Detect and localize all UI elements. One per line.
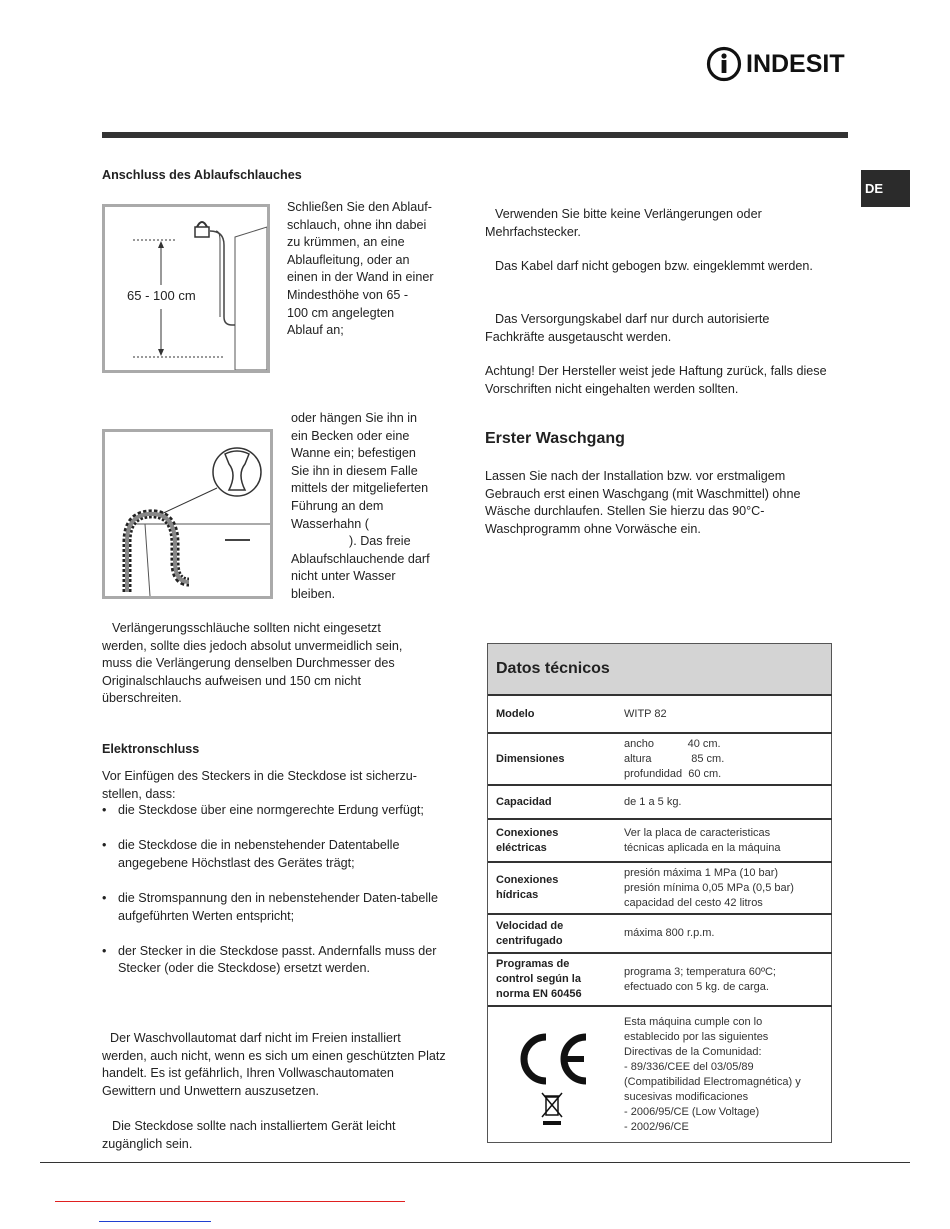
text-line: Führung an dem bbox=[291, 498, 384, 513]
spec-key bbox=[488, 862, 616, 914]
table-row bbox=[488, 819, 832, 862]
spec-key-line: Conexiones bbox=[496, 826, 559, 839]
list-item: • die Steckdose über eine normgerechte Erdung verfügt; bbox=[102, 802, 447, 820]
brand-logo bbox=[706, 44, 845, 84]
spec-key-line: eléctricas bbox=[496, 841, 547, 854]
table-row bbox=[488, 914, 832, 953]
tech-data-title: Datos técnicos bbox=[488, 644, 831, 694]
para-cable-bend: Das Kabel darf nicht gebogen bzw. eingeklemmt werden. bbox=[495, 259, 813, 273]
spec-value-line: establecido por las siguientes bbox=[624, 1030, 769, 1043]
spec-value-line: programa 3; temperatura 60ºC; bbox=[624, 965, 776, 978]
text-line: ). Das freie bbox=[349, 534, 411, 549]
section-title-electrical: Elektronschluss bbox=[102, 742, 200, 756]
list-item: • die Stromspannung den in nebenstehender Daten-tabelle aufgeführten Werten entspricht; bbox=[102, 890, 447, 925]
spec-value bbox=[616, 953, 832, 1006]
brand-name: INDESIT bbox=[746, 49, 845, 78]
text-line: Ablaufschlauchende darf bbox=[291, 551, 430, 566]
spec-value-line: presión máxima 1 MPa (10 bar) bbox=[624, 866, 779, 879]
text-line: einen in der Wand in einer bbox=[287, 270, 434, 285]
text-line: Wasserhahn ( bbox=[291, 516, 369, 531]
header-rule bbox=[102, 132, 848, 138]
table-row bbox=[488, 695, 832, 733]
section-title-drain-hose: Anschluss des Ablaufschlauches bbox=[102, 168, 302, 182]
ce-marks-cell bbox=[488, 1006, 616, 1142]
ce-directives bbox=[616, 1006, 832, 1142]
spec-value: de 1 a 5 kg. bbox=[616, 785, 832, 819]
ce-mark-icon bbox=[512, 1017, 592, 1127]
spec-key-line: Velocidad de bbox=[496, 919, 564, 932]
spec-value-line: Esta máquina cumple con lo bbox=[624, 1015, 763, 1028]
red-underline bbox=[55, 1201, 405, 1202]
spec-value bbox=[616, 733, 832, 785]
spec-value-line: Ver la placa de caracteristicas bbox=[624, 826, 771, 839]
text-line: Ablauf an; bbox=[287, 323, 344, 338]
spec-key bbox=[488, 819, 616, 862]
weee-bin-icon bbox=[542, 1093, 562, 1125]
para-first-wash: Lassen Sie nach der Installation bzw. vor erstmaligem Gebrauch erst einen Waschgang (mit Waschmittel) ohne Wäsche durchlaufen. Stellen Sie hierzu das 90°C-Waschprogramm ohne Vorwäsche ein. bbox=[485, 469, 801, 536]
text-line: zu krümmen, an eine bbox=[287, 235, 405, 250]
footer-rule bbox=[40, 1162, 910, 1163]
para-cable-replace: Das Versorgungskabel darf nur durch autorisierte Fachkräfte ausgetauscht werden. bbox=[485, 312, 770, 344]
height-label: 65 - 100 cm bbox=[127, 288, 196, 303]
spec-value bbox=[616, 819, 832, 862]
blue-underline bbox=[99, 1221, 211, 1222]
para-extension-hoses: Verlängerungsschläuche sollten nicht eingesetzt werden, sollte dies jedoch absolut unvermeidlich sein, muss die Verlängerung denselben Durchmesser des Originalschlauchs aufweisen und 150 cm nicht überschreiten. bbox=[102, 621, 403, 706]
text-line: nicht unter Wasser bbox=[291, 569, 396, 584]
text-line: ein Becken oder eine bbox=[291, 428, 410, 443]
spec-value-line: Directivas de la Comunidad: bbox=[624, 1045, 762, 1058]
spec-key: Dimensiones bbox=[488, 733, 616, 785]
indesit-logo-icon bbox=[706, 46, 742, 82]
text-line: Ablaufleitung, oder an bbox=[287, 252, 410, 267]
table-row bbox=[488, 733, 832, 785]
para-outdoor-warning: Der Waschvollautomat darf nicht im Freien installiert werden, auch nicht, wenn es sich um einen geschützten Platz handelt. Es ist gefährlich, Ihren Vollwaschautomaten Gewittern und Unwettern auszusetzen. bbox=[102, 1031, 446, 1098]
spec-key-line: Programas de bbox=[496, 958, 570, 970]
spec-value-line: - 89/336/CEE del 03/05/89 bbox=[624, 1060, 754, 1073]
spec-value: WITP 82 bbox=[616, 695, 832, 733]
spec-value bbox=[616, 862, 832, 914]
spec-value-line: presión mínima 0,05 MPa (0,5 bar) bbox=[624, 881, 794, 894]
drain-height-figure bbox=[102, 204, 270, 373]
para-socket-access: Die Steckdose sollte nach installiertem Gerät leicht zugänglich sein. bbox=[102, 1119, 396, 1151]
table-row bbox=[488, 785, 832, 819]
spec-value-line: técnicas aplicada en la máquina bbox=[624, 841, 781, 854]
spec-key-line: centrifugado bbox=[496, 934, 563, 947]
spec-key: Capacidad bbox=[488, 785, 616, 819]
table-row bbox=[488, 1006, 832, 1142]
language-tab: DE bbox=[861, 170, 910, 207]
spec-value-line: capacidad del cesto 42 litros bbox=[624, 896, 763, 909]
spec-value-line: sucesivas modificaciones bbox=[624, 1090, 749, 1103]
spec-value-line: - 2006/95/CE (Low Voltage) bbox=[624, 1105, 760, 1118]
spec-table bbox=[488, 694, 832, 1142]
spec-value-line: efectuado con 5 kg. de carga. bbox=[624, 980, 769, 993]
text-line: Schließen Sie den Ablauf- bbox=[287, 200, 432, 214]
spec-value-line: profundidad 60 cm. bbox=[624, 767, 722, 780]
text-line: 100 cm angelegten bbox=[287, 305, 395, 320]
text-line: Mindesthöhe von 65 - bbox=[287, 287, 409, 302]
spec-key-line: Conexiones bbox=[496, 874, 559, 886]
para-drain-1 bbox=[287, 199, 452, 340]
spec-value-line: ancho 40 cm. bbox=[624, 737, 721, 750]
spec-key-line: norma EN 60456 bbox=[496, 988, 582, 1000]
text-line: Wanne ein; befestigen bbox=[291, 446, 416, 461]
text-line: Sie ihn in diesem Falle bbox=[291, 463, 418, 478]
sink-hose-illustration bbox=[105, 432, 270, 596]
spec-key-line: control según la bbox=[496, 973, 581, 985]
spec-key-line: hídricas bbox=[496, 889, 539, 901]
table-row bbox=[488, 953, 832, 1006]
spec-value-line: (Compatibilidad Electromagnética) y bbox=[624, 1075, 801, 1088]
table-row bbox=[488, 862, 832, 914]
para-liability: Achtung! Der Hersteller weist jede Haftung zurück, falls diese Vorschriften nicht eingehalten werden sollten. bbox=[485, 364, 827, 396]
text-line: mittels der mitgelieferten bbox=[291, 481, 429, 496]
sink-hose-figure bbox=[102, 429, 273, 599]
tech-data-table bbox=[487, 643, 832, 1143]
electrical-checklist bbox=[102, 802, 447, 996]
list-item: • der Stecker in die Steckdose passt. Andernfalls muss der Stecker (oder die Steckdose) ersetzt werden. bbox=[102, 943, 447, 978]
spec-value: máxima 800 r.p.m. bbox=[616, 914, 832, 953]
list-item: • die Steckdose die in nebenstehender Datentabelle angegebene Höchstlast des Gerätes trägt; bbox=[102, 837, 447, 872]
para-drain-2 bbox=[291, 410, 451, 604]
section-title-first-wash: Erster Waschgang bbox=[485, 430, 625, 447]
spec-key: Modelo bbox=[488, 695, 616, 733]
text-line: schlauch, ohne ihn dabei bbox=[287, 217, 427, 232]
spec-value-line: altura 85 cm. bbox=[624, 752, 725, 765]
spec-key bbox=[488, 953, 616, 1006]
para-electrical-intro: Vor Einfügen des Steckers in die Steckdose ist sicherzu-stellen, dass: bbox=[102, 769, 418, 801]
spec-value-line: - 2002/96/CE bbox=[624, 1120, 689, 1133]
text-line: oder hängen Sie ihn in bbox=[291, 411, 418, 425]
spec-key bbox=[488, 914, 616, 953]
para-no-extensions: Verwenden Sie bitte keine Verlängerungen oder Mehrfachstecker. bbox=[485, 207, 762, 239]
text-line: bleiben. bbox=[291, 586, 336, 601]
